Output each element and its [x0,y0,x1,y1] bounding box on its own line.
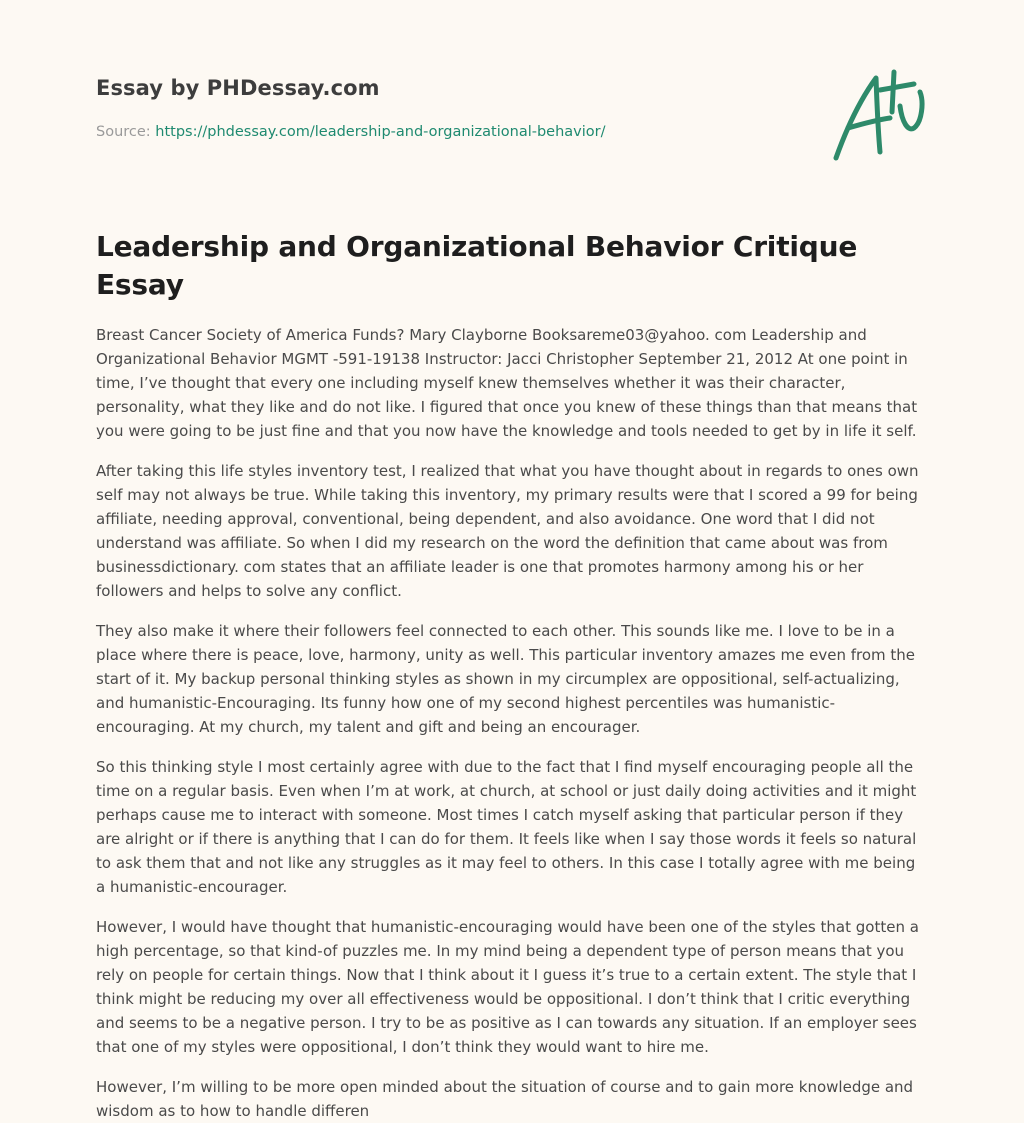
site-brand: Essay by PHDessay.com [96,76,380,100]
page-header [96,0,928,200]
essay-body [96,323,928,1123]
essay-paragraph: After taking this life styles inventory test, I realized that what you have thought about in regards to ones own self may not always be true. While taking this inventory, my primary results were that I scored a 99 for being affiliate, needing approval, conventional, being dependent, and also avoidance. One word that I did not understand was affiliate. So when I did my research on the word the definition that came about was from businessdictionary. com states that an affiliate leader is one that promotes harmony among his or her followers and helps to solve any conflict. [96,462,919,600]
source-line [96,124,606,140]
essay-title: Leadership and Organizational Behavior Critique Essay [96,230,858,301]
essay-paragraph: Breast Cancer Society of America Funds? Mary Clayborne Booksareme03@yahoo. com Leadership and Organizational Behavior MGMT -591-19138 Instructor: Jacci Christopher September 21, 2012 At one point in time, I’ve thought that every one including myself knew themselves whether it was their character, personality, what they like and do not like. I figured that once you knew of these things than that means that you were going to be just fine and that you now have the knowledge and tools needed to get by in life it self. [96,326,918,440]
essay-paragraph: However, I would have thought that humanistic-encouraging would have been one of the styles that gotten a high percentage, so that kind-of puzzles me. In my mind being a dependent type of person means that you rely on people for certain things. Now that I think about it I guess it’s true to a certain extent. The style that I think might be reducing my over all effectiveness would be oppositional. I don’t think that I critic everything and seems to be a negative person. I try to be as positive as I can towards any situation. If an employer sees that one of my styles were oppositional, I don’t think they would want to hire me. [96,918,919,1056]
essay-paragraph: They also make it where their followers feel connected to each other. This sounds like me. I love to be in a place where there is peace, love, harmony, unity as well. This particular inventory amazes me even from the start of it. My backup personal thinking styles as shown in my circumplex are oppositional, self-actualizing, and humanistic-Encouraging. Its funny how one of my second highest percentiles was humanistic-encouraging. At my church, my talent and gift and being an encourager. [96,622,916,736]
essay-paragraph: So this thinking style I most certainly agree with due to the fact that I find myself encouraging people all the time on a regular basis. Even when I’m at work, at church, at school or just daily doing activities and it might perhaps cause me to interact with someone. Most times I catch myself asking that particular person if they are alright or if there is anything that I can do for them. It feels like when I say those words it feels so natural to ask them that and not like any struggles as it may feel to others. In this case I totally agree with me being a humanistic-encourager. [96,758,917,896]
essay-paragraph: However, I’m willing to be more open minded about the situation of course and to gain more knowledge and wisdom as to how to handle differen [96,1078,914,1120]
a-plus-logo-icon [828,66,932,166]
source-link[interactable]: https://phdessay.com/leadership-and-organizational-behavior/ [155,124,606,140]
source-label: Source: [96,124,151,140]
